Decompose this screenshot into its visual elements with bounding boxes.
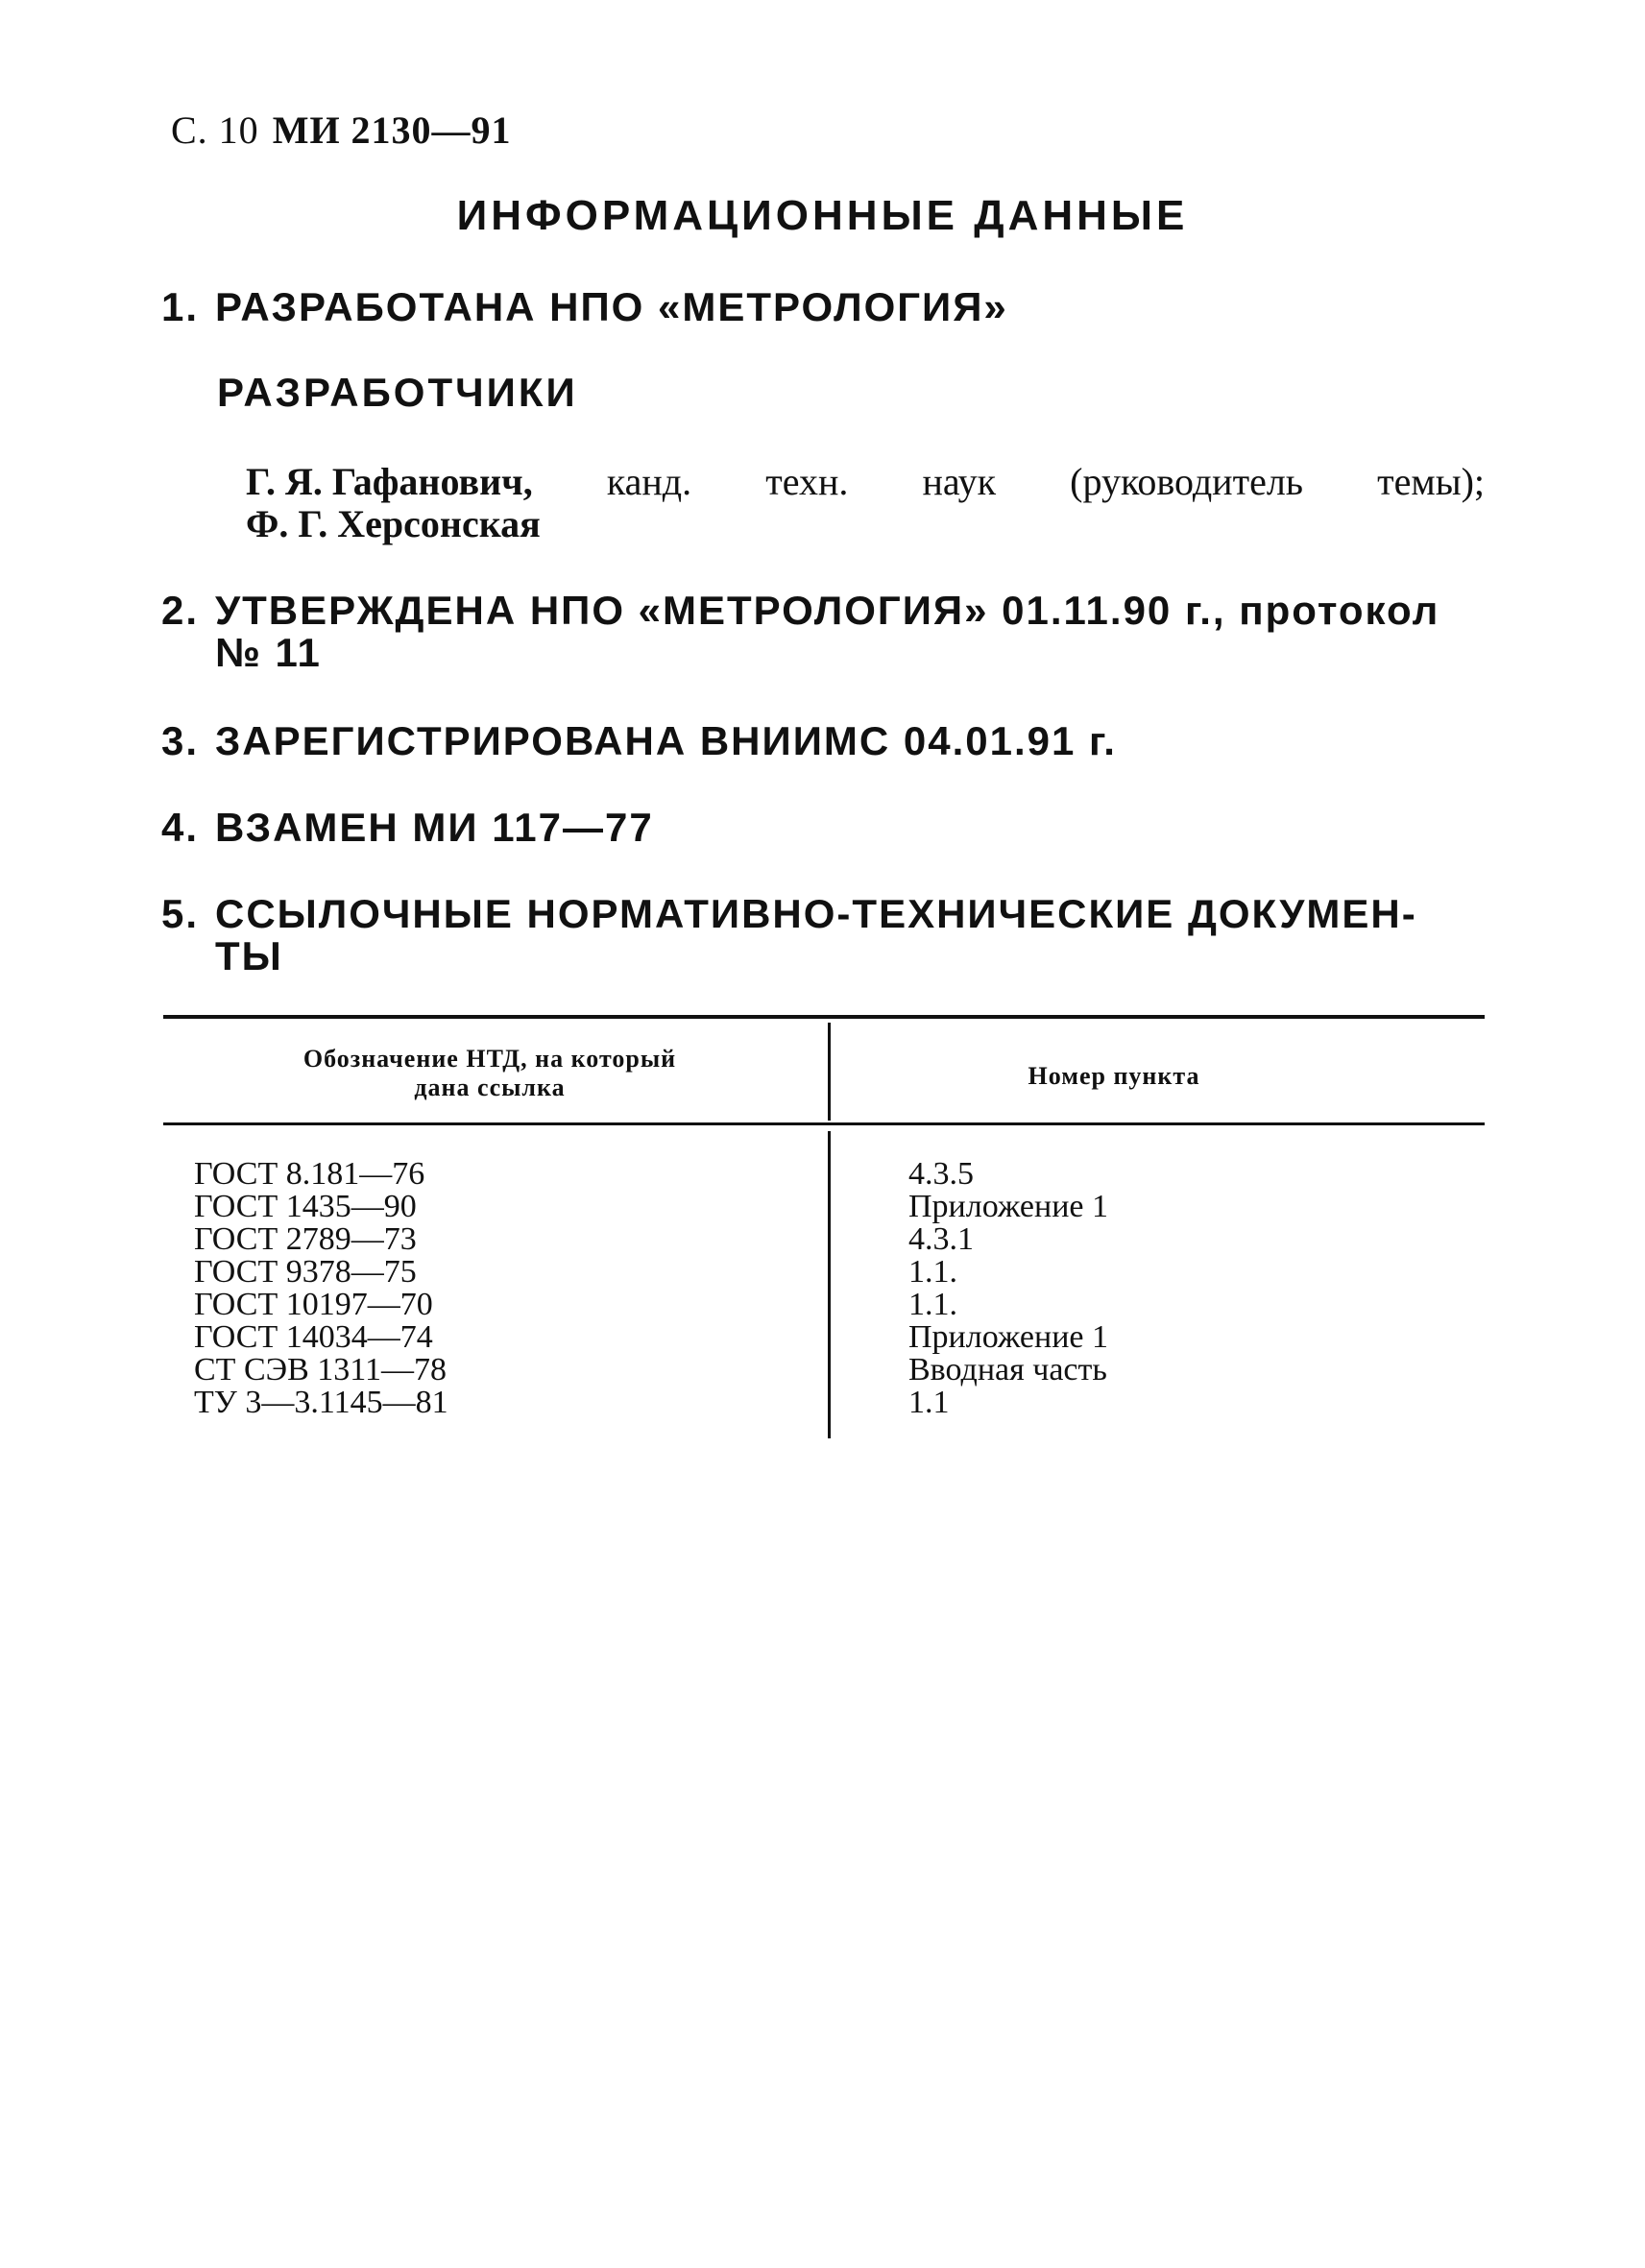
table-cell-clause: 1.1 — [908, 1385, 950, 1420]
section-2-continuation: № 11 — [215, 630, 322, 675]
table-header-document-line2: дана ссылка — [414, 1074, 566, 1101]
table-body-divider — [828, 1131, 831, 1438]
page-header — [171, 108, 512, 153]
section-number: 1. — [161, 284, 200, 329]
developer-name-2: Ф. Г. Херсонская — [246, 502, 541, 545]
developer-word: темы); — [1377, 460, 1485, 503]
developer-word: наук — [922, 460, 997, 503]
table-header-document — [211, 1045, 768, 1102]
section-text: ВЗАМЕН МИ 117—77 — [215, 805, 654, 850]
section-number: 5. — [161, 891, 200, 936]
table-cell-clause: 4.3.1 — [908, 1221, 974, 1257]
table-column-documents — [194, 1158, 448, 1419]
table-cell-doc: ГОСТ 9378—75 — [194, 1254, 417, 1290]
table-cell-clause: 1.1. — [908, 1287, 957, 1322]
developer-word: техн. — [765, 460, 849, 503]
table-cell-doc: ТУ 3—3.1145—81 — [194, 1385, 448, 1420]
page-number: С. 10 — [171, 109, 259, 152]
table-cell-clause: 1.1. — [908, 1254, 957, 1290]
developer-line-1 — [246, 459, 1485, 504]
table-cell-doc: ГОСТ 1435—90 — [194, 1189, 417, 1224]
document-code: МИ 2130—91 — [272, 109, 512, 152]
section-text: УТВЕРЖДЕНА НПО «МЕТРОЛОГИЯ» 01.11.90 г., протокол — [215, 588, 1440, 633]
table-cell-clause: Вводная часть — [908, 1352, 1107, 1387]
developer-word: канд. — [606, 460, 692, 503]
section-5-continuation: ТЫ — [215, 933, 283, 978]
table-cell-clause: Приложение 1 — [908, 1189, 1108, 1224]
table-header-divider — [828, 1023, 831, 1121]
table-cell-doc: ГОСТ 10197—70 — [194, 1287, 433, 1322]
table-cell-doc: ГОСТ 14034—74 — [194, 1319, 433, 1355]
section-text: ЗАРЕГИСТРИРОВАНА ВНИИМС 04.01.91 г. — [215, 718, 1117, 763]
section-number: 3. — [161, 718, 200, 763]
table-header-rule — [163, 1122, 1485, 1125]
table-cell-clause: Приложение 1 — [908, 1319, 1108, 1355]
section-number: 2. — [161, 588, 200, 633]
developer-name-1: Г. Я. Гафанович, — [246, 460, 533, 503]
table-cell-doc: ГОСТ 8.181—76 — [194, 1156, 425, 1192]
table-header-document-line1: Обозначение НТД, на который — [302, 1045, 677, 1073]
section-number: 4. — [161, 805, 200, 850]
developer-word: (руководитель — [1070, 460, 1304, 503]
table-cell-doc: СТ СЭВ 1311—78 — [194, 1352, 447, 1387]
developers-heading: РАЗРАБОТЧИКИ — [217, 370, 578, 415]
table-top-rule — [163, 1015, 1485, 1019]
section-text: ССЫЛОЧНЫЕ НОРМАТИВНО-ТЕХНИЧЕСКИЕ ДОКУМЕН- — [215, 891, 1417, 936]
document-title: ИНФОРМАЦИОННЫЕ ДАННЫЕ — [456, 192, 1189, 239]
table-column-clauses — [908, 1158, 1108, 1419]
table-cell-clause: 4.3.5 — [908, 1156, 974, 1192]
table-cell-doc: ГОСТ 2789—73 — [194, 1221, 417, 1257]
section-text: РАЗРАБОТАНА НПО «МЕТРОЛОГИЯ» — [215, 284, 1008, 329]
table-header-clause: Номер пункта — [1028, 1062, 1200, 1090]
